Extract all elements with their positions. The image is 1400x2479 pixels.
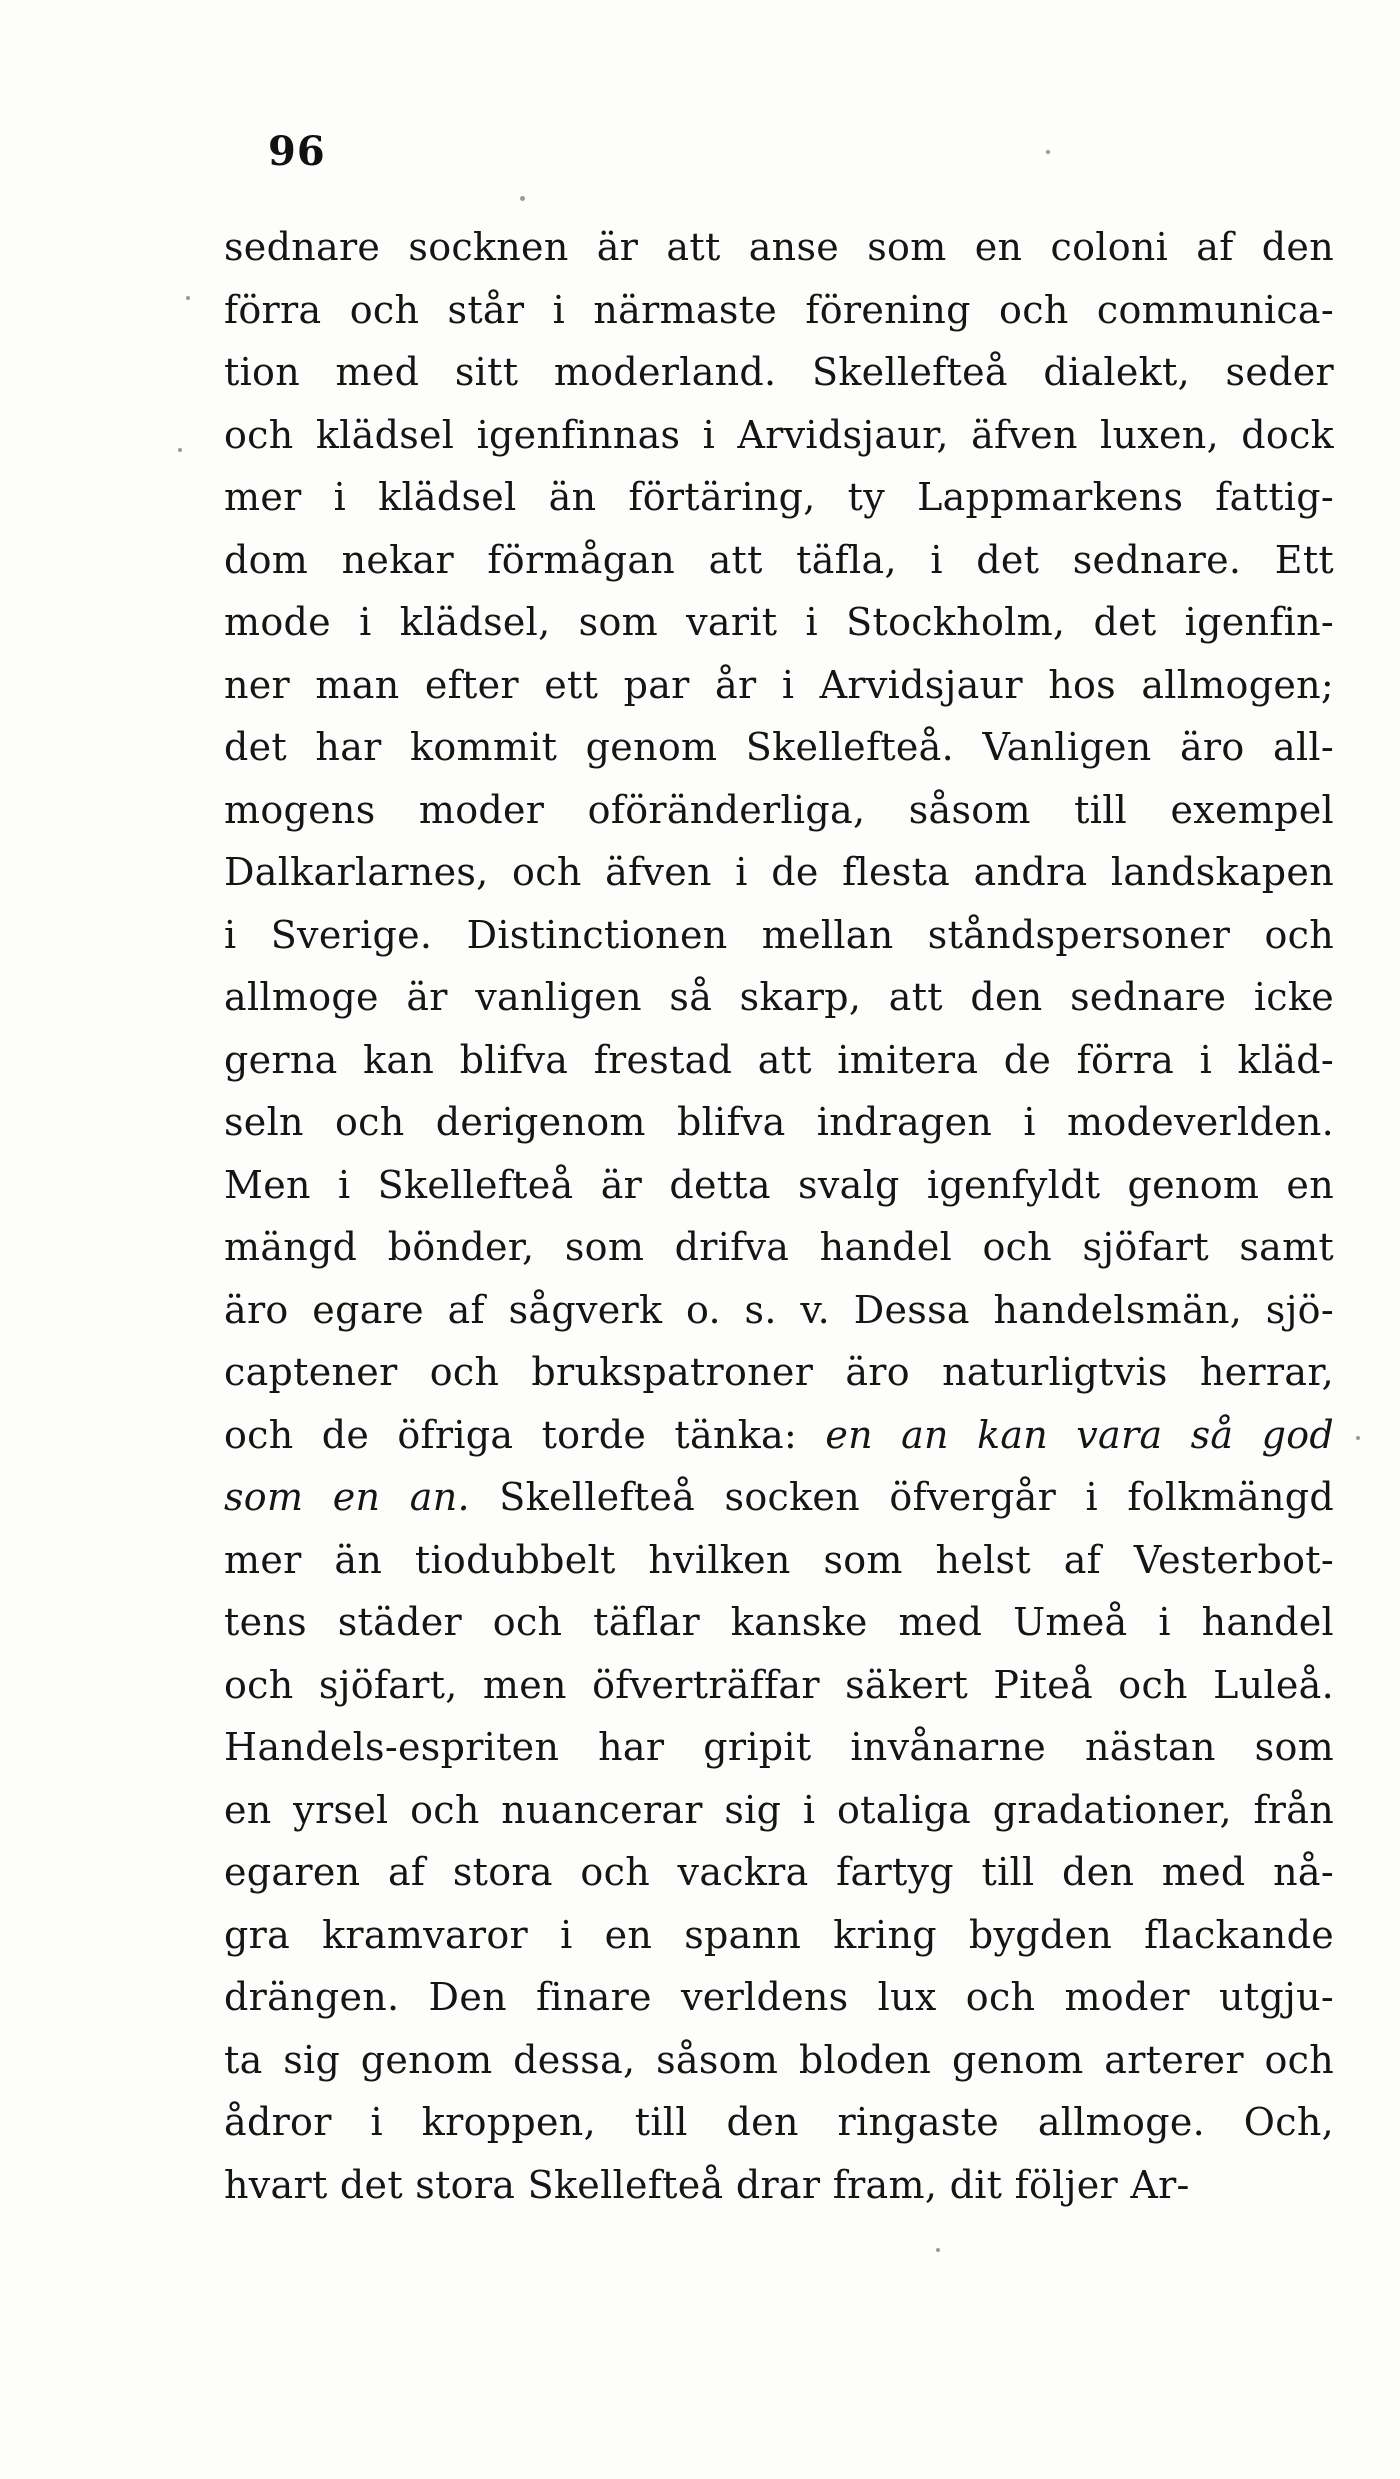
text-line: i Sverige. Distinctionen mellan ståndspersoner och: [224, 912, 1334, 957]
text-line: förra och står i närmaste förening och communica-: [224, 287, 1334, 332]
italic-quote: som en an.: [224, 1475, 470, 1519]
text-line: gerna kan blifva frestad att imitera de förra i kläd-: [224, 1037, 1334, 1082]
text-line: och sjöfart, men öfverträffar säkert Piteå och Luleå.: [224, 1662, 1334, 1707]
text-line: och klädsel igenfinnas i Arvidsjaur, äfven luxen, dock: [224, 412, 1334, 457]
scan-speck: [1046, 150, 1050, 154]
text-line: äro egare af sågverk o. s. v. Dessa handelsmän, sjö-: [224, 1287, 1334, 1332]
text-line: mer i klädsel än förtäring, ty Lappmarkens fattig-: [224, 475, 1334, 519]
text-line: ner man efter ett par år i Arvidsjaur hos allmogen;: [224, 662, 1334, 707]
text-line: mängd bönder, som drifva handel och sjöfart samt: [224, 1225, 1334, 1269]
scan-speck: [520, 196, 525, 201]
text-line: ådror i kroppen, till den ringaste allmoge. Och,: [224, 2100, 1334, 2144]
text-line: mode i klädsel, som varit i Stockholm, det igenfin-: [224, 600, 1334, 644]
scan-speck: [1356, 1436, 1360, 1440]
text-line: [224, 1466, 1334, 1529]
body-text: [224, 216, 1334, 2216]
text-line: captener och brukspatroner äro naturligtvis herrar,: [224, 1350, 1334, 1394]
scan-speck: [178, 448, 182, 452]
text-line: Dalkarlarnes, och äfven i de flesta andra landskapen: [224, 850, 1334, 894]
text-line: mogens moder oföränderliga, såsom till exempel: [224, 787, 1334, 832]
text-line: seln och derigenom blifva indragen i modeverlden.: [224, 1100, 1334, 1144]
scan-speck: [186, 296, 190, 300]
text-run: och de öfriga torde tänka:: [224, 1412, 826, 1457]
text-line: en yrsel och nuancerar sig i otaliga gradationer, från: [224, 1787, 1334, 1832]
text-line: drängen. Den finare verldens lux och moder utgju-: [224, 1975, 1334, 2019]
text-line: dom nekar förmågan att täfla, i det sednare. Ett: [224, 537, 1334, 582]
text-line: egaren af stora och vackra fartyg till den med nå-: [224, 1850, 1334, 1894]
text-line: tion med sitt moderland. Skellefteå dialekt, seder: [224, 350, 1334, 394]
italic-quote: en an kan vara så god: [825, 1412, 1334, 1457]
text-line: gra kramvaror i en spann kring bygden flackande: [224, 1912, 1334, 1957]
text-line: sednare socknen är att anse som en coloni af den: [224, 225, 1334, 269]
scan-speck: [936, 2248, 940, 2252]
page-number: 96: [268, 128, 326, 175]
text-line: mer än tiodubbelt hvilken som helst af Vesterbot-: [224, 1537, 1334, 1582]
text-run: Skellefteå socken öfvergår i folkmängd: [469, 1475, 1334, 1519]
text-line: allmoge är vanligen så skarp, att den sednare icke: [224, 975, 1334, 1019]
text-line: [224, 1404, 1334, 1467]
text-line: hvart det stora Skellefteå drar fram, dit följer Ar-: [224, 2162, 1190, 2207]
text-line: tens städer och täflar kanske med Umeå i handel: [224, 1600, 1334, 1644]
text-line: Men i Skellefteå är detta svalg igenfyldt genom en: [224, 1162, 1334, 1207]
text-line: det har kommit genom Skellefteå. Vanligen äro all-: [224, 725, 1334, 769]
text-line: ta sig genom dessa, såsom bloden genom arterer och: [224, 2037, 1334, 2082]
text-line: Handels-espriten har gripit invånarne nästan som: [224, 1725, 1334, 1769]
